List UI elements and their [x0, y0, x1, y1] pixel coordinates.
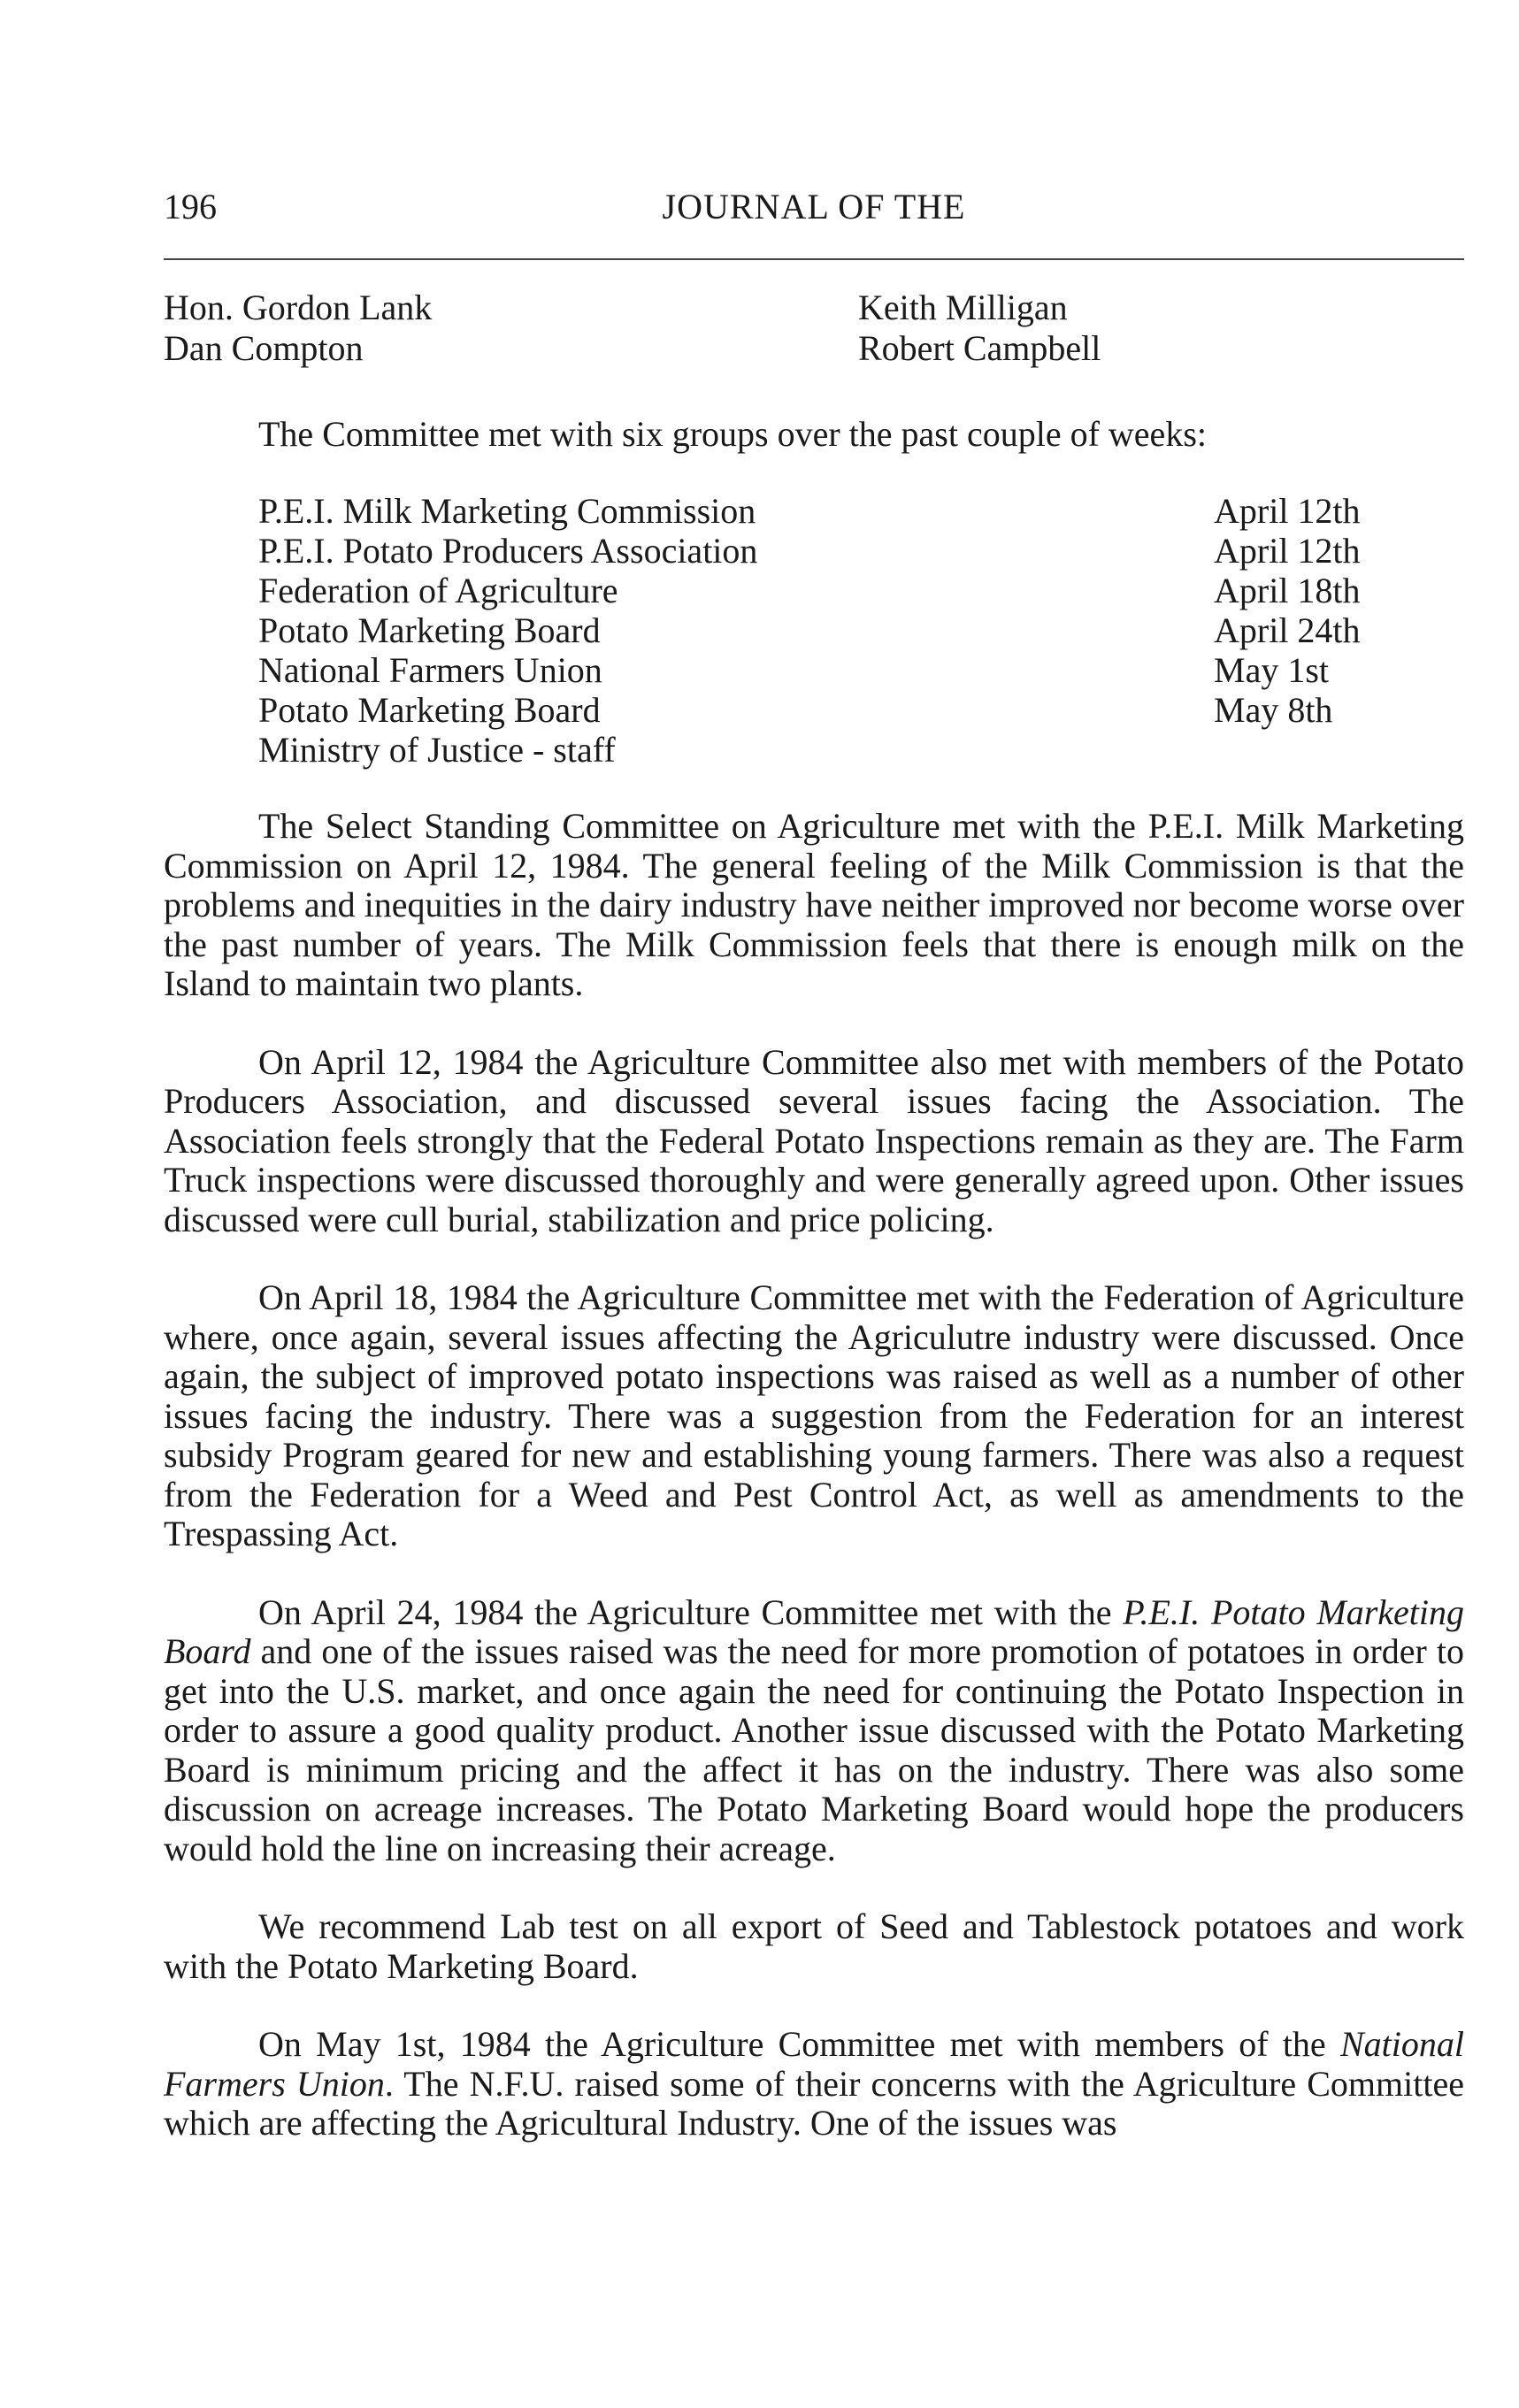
members-right-column: [858, 288, 1464, 369]
running-head: JOURNAL OF THE: [662, 187, 966, 226]
paragraph-recommendation: We recommend Lab test on all export of Seed and Tablestock potatoes and work with the Potato Marketing Board.: [164, 1906, 1464, 1986]
meeting-row: [258, 491, 1464, 531]
meeting-row: [258, 650, 1464, 690]
meeting-row: [258, 571, 1464, 610]
header-rule: [164, 258, 1464, 260]
member-name: Keith Milligan: [858, 288, 1068, 327]
meeting-row: [258, 690, 1464, 730]
members-left-column: [164, 288, 783, 369]
meeting-row: [258, 531, 1464, 571]
member-name: Robert Campbell: [858, 328, 1101, 368]
paragraph-text: . The N.F.U. raised some of their concerns with the Agriculture Committee which are affecting the Agricultural Industry. One of the issues was: [164, 2063, 1464, 2143]
journal-page: [164, 0, 1464, 2408]
paragraph-text: On April 24, 1984 the Agriculture Committee met with the: [258, 1591, 1124, 1632]
meeting-group: Federation of Agriculture: [258, 571, 618, 610]
meeting-group: P.E.I. Potato Producers Association: [258, 531, 758, 571]
meeting-row: [258, 610, 1464, 650]
meeting-date: April 12th: [1214, 491, 1361, 531]
member-name: Hon. Gordon Lank: [164, 288, 433, 327]
meeting-group: Potato Marketing Board: [258, 690, 601, 730]
meeting-date: May 1st: [1214, 650, 1329, 690]
meeting-group: P.E.I. Milk Marketing Commission: [258, 491, 756, 531]
intro-sentence: The Committee met with six groups over the past couple of weeks:: [258, 414, 1207, 454]
page-number: 196: [164, 187, 217, 226]
italic-board-name: P.E.I. Potato Marketing Board: [164, 1591, 1464, 1671]
member-name: Dan Compton: [164, 328, 364, 368]
paragraph-text: and one of the issues raised was the need for more promotion of potatoes in order to get into the U.S. market, and once again the need for continuing the Potato Inspection in order to assure a good quality product. Another issue discussed with the Potato Marketing Board is minimum pricing and the affect it has on the industry. There was also some discussion on acreage increases. The Potato Marketing Board would hope the producers would hold the line on increasing their acreage.: [164, 1631, 1464, 1868]
paragraph-text: On May 1st, 1984 the Agriculture Committee met with members of the: [258, 2024, 1340, 2064]
meeting-group: Potato Marketing Board: [258, 610, 601, 650]
meeting-date: April 18th: [1214, 571, 1361, 610]
paragraph-marketing-board: [164, 1593, 1464, 1869]
paragraph-federation: On April 18, 1984 the Agriculture Committee met with the Federation of Agriculture where, once again, several issues affecting the Agriculutre industry were discussed. Once again, the subject of improved potato inspections was raised as well as a number of other issues facing the industry. There was a suggestion from the Federation for an interest subsidy Program geared for new and establishing young farmers. There was also a request from the Federation for a Weed and Pest Control Act, as well as amendments to the Trespassing Act.: [164, 1277, 1464, 1553]
meeting-group: Ministry of Justice - staff: [258, 730, 616, 770]
report-body: [164, 807, 1464, 2182]
italic-union-name: National Farmers Union: [164, 2024, 1464, 2104]
meeting-group: National Farmers Union: [258, 650, 602, 690]
paragraph-potato-producers: On April 12, 1984 the Agriculture Committee also met with members of the Potato Producers Association, and discussed several issues facing the Association. The Association feels strongly that the Federal Potato Inspections remain as they are. The Farm Truck inspections were discussed thoroughly and were generally agreed upon. Other issues discussed were cull burial, stabilization and price policing.: [164, 1041, 1464, 1239]
meetings-list: [258, 491, 1464, 770]
meeting-date: April 12th: [1214, 531, 1361, 571]
page-header: [164, 186, 1464, 239]
meeting-date: April 24th: [1214, 610, 1361, 650]
meeting-date: May 8th: [1214, 690, 1333, 730]
paragraph-farmers-union: [164, 2025, 1464, 2143]
meeting-row: [258, 730, 1464, 770]
paragraph-milk-commission: The Select Standing Committee on Agriculture met with the P.E.I. Milk Marketing Commission on April 12, 1984. The general feeling of the Milk Commission is that the problems and inequities in the dairy industry have neither improved nor become worse over the past number of years. The Milk Commission feels that there is enough milk on the Island to maintain two plants.: [164, 806, 1464, 1003]
